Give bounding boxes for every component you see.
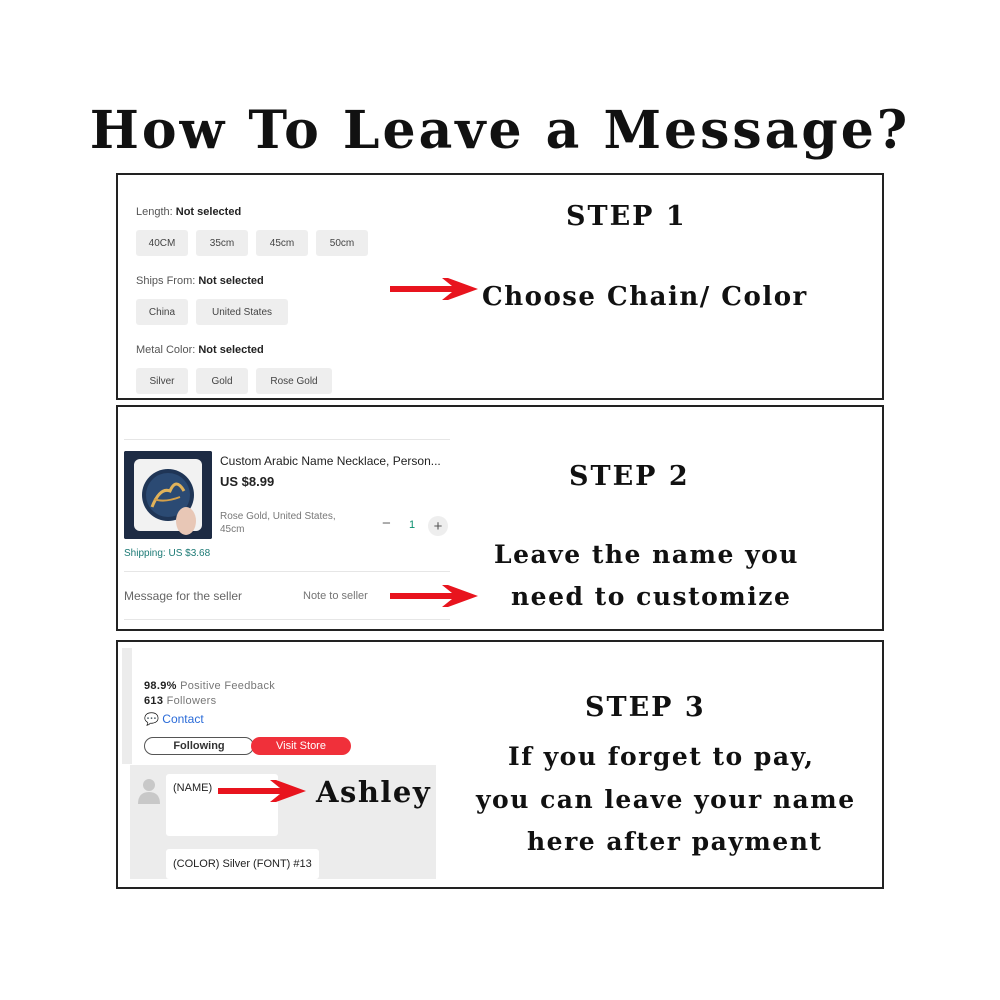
length-chip-row [136, 230, 368, 256]
metal-color-chip-silver[interactable]: Silver [136, 368, 188, 394]
shipping-cost: Shipping: US $3.68 [124, 548, 211, 559]
example-name: Ashley [316, 775, 432, 809]
quantity-increase-button[interactable]: + [428, 516, 448, 536]
cart-divider [124, 439, 450, 440]
quantity-value: 1 [409, 519, 416, 531]
length-chip-50cm[interactable]: 50cm [316, 230, 368, 256]
product-price: US $8.99 [220, 474, 275, 489]
length-option-label: Length: Not selected [136, 206, 242, 218]
step-3-panel [116, 640, 884, 889]
store-panel-edge [122, 648, 132, 764]
step-2-heading: STEP 2 [569, 461, 690, 492]
chat-bubble-icon: 💬 [144, 712, 159, 726]
ships-from-chip-row [136, 299, 288, 325]
step-2-instruction-line-2: need to customize [511, 582, 792, 611]
ships-from-option-label: Ships From: Not selected [136, 275, 264, 287]
metal-color-chip-gold[interactable]: Gold [196, 368, 248, 394]
product-thumbnail[interactable] [124, 451, 212, 539]
cart-divider [124, 571, 450, 572]
length-chip-40cm[interactable]: 40CM [136, 230, 188, 256]
page-title: How To Leave a Message? [89, 100, 911, 161]
contact-link[interactable]: 💬 Contact [144, 712, 204, 726]
arrow-right-icon [390, 584, 480, 608]
step-3-instruction-line-2: you can leave your name [476, 785, 856, 814]
step-2-panel [116, 405, 884, 631]
step-3-heading: STEP 3 [585, 692, 706, 723]
user-avatar-icon [138, 777, 160, 805]
step-1-panel [116, 173, 884, 400]
step-1-heading: STEP 1 [566, 201, 687, 232]
product-title[interactable]: Custom Arabic Name Necklace, Person... [220, 454, 441, 468]
following-button[interactable]: Following [144, 737, 254, 755]
step-3-instruction-line-3: here after payment [527, 827, 823, 856]
message-for-seller-label: Message for the seller [124, 589, 243, 603]
arrow-right-icon [218, 779, 308, 803]
arrow-right-icon [390, 277, 480, 301]
metal-color-chip-rose-gold[interactable]: Rose Gold [256, 368, 332, 394]
length-chip-35cm[interactable]: 35cm [196, 230, 248, 256]
chat-message-name: (NAME) [166, 774, 278, 836]
followers-stat: 613 Followers [144, 695, 217, 707]
step-1-instruction: Choose Chain/ Color [482, 282, 808, 312]
metal-color-option-label: Metal Color: Not selected [136, 344, 264, 356]
metal-color-chip-row [136, 368, 332, 394]
length-chip-45cm[interactable]: 45cm [256, 230, 308, 256]
quantity-decrease-button[interactable]: − [382, 515, 391, 532]
ships-from-chip-united-states[interactable]: United States [196, 299, 288, 325]
step-3-instruction-line-1: If you forget to pay, [508, 742, 815, 771]
cart-divider [124, 619, 450, 620]
note-to-seller-input[interactable] [303, 590, 383, 602]
product-variant: Rose Gold, United States, 45cm [220, 511, 336, 535]
positive-feedback-stat: 98.9% Positive Feedback [144, 680, 276, 692]
visit-store-button[interactable]: Visit Store [251, 737, 351, 755]
step-2-instruction-line-1: Leave the name you [494, 540, 799, 569]
necklace-image-icon [124, 451, 212, 539]
ships-from-chip-china[interactable]: China [136, 299, 188, 325]
chat-message-options: (COLOR) Silver (FONT) #13 [166, 849, 319, 879]
